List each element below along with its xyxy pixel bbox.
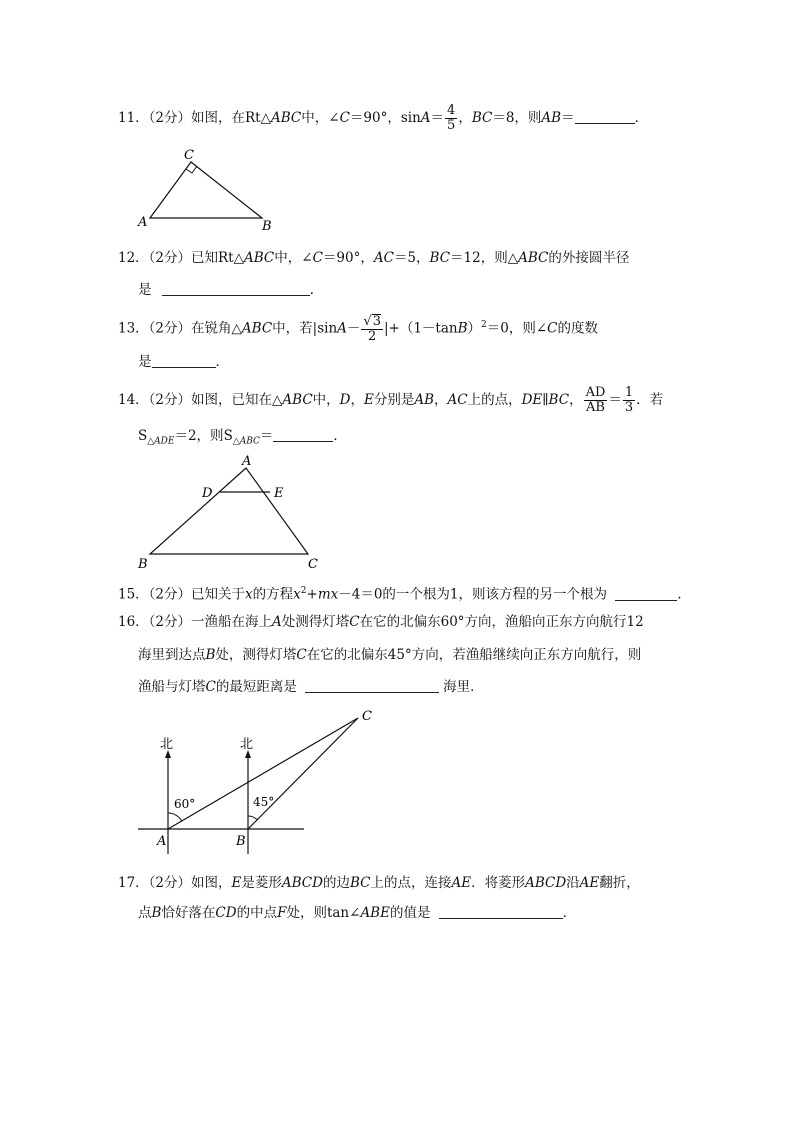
question-16-line-1 (118, 612, 644, 632)
question-14-line-2 (138, 426, 347, 452)
fraction-denominator: AB (585, 400, 605, 415)
q14-var: DE (521, 392, 543, 408)
q15-text: 的方程 (252, 586, 294, 603)
q14-text: ∥ (542, 392, 549, 408)
q12-var: ABC (244, 250, 275, 266)
question-13-line-2 (138, 352, 229, 372)
answer-blank-12[interactable] (162, 281, 310, 296)
q14-text: 分别是 (373, 392, 415, 408)
q17-text: 的中点 (236, 905, 278, 921)
q14-text: ， (434, 392, 448, 408)
q17-var: F (277, 905, 287, 921)
question-16-line-2 (138, 645, 641, 665)
q13-var: A (337, 320, 347, 337)
question-15-line (118, 581, 691, 605)
q14-text: ＝ (259, 428, 274, 444)
q13-text: ． (215, 354, 229, 370)
exponent: 2 (481, 320, 487, 330)
q11-text: ， (458, 110, 472, 126)
fraction-denominator: 3 (624, 400, 634, 415)
point-label-c: C (362, 709, 372, 724)
sqrt-radicand: 3 (372, 314, 381, 329)
point-label-e: E (274, 486, 284, 501)
q15-text: 15．（2分）已知关于 (118, 586, 246, 603)
point-label-d: D (202, 486, 213, 501)
north-label-a: 北 (160, 737, 174, 752)
q17-var: BC (349, 875, 371, 891)
answer-blank-13[interactable] (152, 353, 216, 368)
q13-var: C (547, 320, 558, 337)
q16-var: C (296, 647, 307, 663)
question-12-line-1 (118, 248, 629, 268)
q15-text: －4＝0的一个根为1，则该方程的另一个根为 (338, 586, 608, 603)
q11-text: ＝8，则 (492, 110, 542, 126)
vertex-label-c: C (184, 148, 194, 163)
q17-var: ABCD (281, 875, 323, 891)
q11-text: ＝ (430, 110, 445, 126)
q15-text: + (306, 586, 318, 603)
q16-text: 的最短距离是 (215, 679, 297, 695)
figure-14-triangle (136, 452, 326, 572)
q17-text: 点 (138, 905, 152, 921)
q11-var: C (339, 110, 350, 126)
question-14-line-1 (118, 386, 663, 415)
q14-text: 中， (312, 392, 340, 408)
q14-var: D (339, 392, 351, 408)
q13-text: 是 (138, 354, 152, 370)
q17-var: AE (579, 875, 600, 891)
q17-text: ． (562, 905, 577, 921)
answer-blank-11[interactable] (575, 109, 635, 124)
q16-var: C (349, 614, 360, 630)
answer-blank-15[interactable] (615, 586, 677, 601)
q17-var: AE (451, 875, 472, 891)
q17-text: 的边 (322, 875, 350, 891)
q12-text: 的外接圆半径 (548, 250, 630, 266)
q17-text: 17．（2分）如图， (118, 875, 232, 891)
q14-text: ， (569, 392, 583, 408)
q14-text: ＝2，则 (174, 428, 224, 444)
fraction-numerator: 1 (624, 385, 634, 400)
figure-16-bearing-diagram (136, 706, 386, 856)
q13-var: ABC (241, 320, 273, 337)
fraction-denominator: 5 (447, 118, 456, 133)
q14-var: E (363, 392, 374, 408)
q13-text: 中，若|sin (272, 320, 338, 337)
q11-text: ＝90°，sin (349, 110, 421, 126)
q14-subscript: △ABC (232, 436, 260, 447)
q11-text: ＝ (561, 110, 575, 126)
question-17-line-2 (138, 903, 576, 923)
q17-var: CD (215, 905, 237, 921)
q17-text: 恰好落在 (161, 905, 216, 921)
q15-text: ． (677, 586, 691, 603)
vertex-label-b: B (262, 219, 272, 234)
vertex-label-a: A (242, 454, 252, 469)
q17-text: 处，则tan∠ (286, 905, 361, 921)
point-label-b: B (236, 834, 246, 849)
q15-var: x (245, 586, 253, 603)
q14-text: ．若 (636, 392, 664, 408)
exponent: 2 (300, 586, 307, 596)
q11-var: BC (471, 110, 493, 126)
q14-var: S (138, 428, 148, 444)
fraction-denominator: 2 (368, 329, 377, 344)
q16-text: 在它的北偏东60°方向，渔船向正东方向航行12 (359, 614, 644, 630)
question-17-line-1 (118, 873, 640, 893)
triangle-abc (150, 468, 308, 554)
q13-text: |+（1－tan (383, 320, 458, 337)
question-11-line (118, 104, 648, 133)
north-label-b: 北 (240, 737, 254, 752)
q17-text: 翻折， (599, 875, 640, 891)
q12-text: ＝5， (393, 250, 430, 266)
q17-text: 是菱形 (241, 875, 282, 891)
triangle-abc (150, 162, 262, 218)
q17-text: 的值是 (389, 905, 431, 921)
question-16-line-3 (138, 677, 484, 697)
figure-11-triangle (138, 146, 278, 236)
q17-text: ．将菱形 (471, 875, 526, 891)
q14-text: 上的点， (467, 392, 522, 408)
q12-text: ． (309, 282, 324, 298)
q16-var: C (205, 679, 216, 695)
q16-text: 海里． (443, 679, 484, 695)
q14-subscript: △ADE (147, 436, 175, 447)
q13-text: － (346, 320, 361, 337)
angle-label-60: 60° (174, 797, 196, 811)
angle-arc-a (168, 813, 182, 821)
q14-fraction-1 (584, 386, 608, 415)
q14-var: BC (548, 392, 570, 408)
answer-blank-16[interactable] (305, 678, 439, 693)
answer-blank-14[interactable] (273, 427, 333, 442)
vertex-label-b: B (138, 557, 148, 572)
q11-text: ． (634, 110, 649, 126)
q16-text: 处，测得灯塔 (215, 647, 297, 663)
q12-text: ＝12，则△ (450, 250, 519, 266)
q11-var: A (420, 110, 431, 126)
q12-text: ＝90°， (322, 250, 374, 266)
q12-var: C (312, 250, 323, 266)
angle-label-45: 45° (253, 795, 275, 809)
q14-text: ， (350, 392, 364, 408)
q14-fraction-2 (623, 386, 635, 415)
q17-var: E (231, 875, 242, 891)
q14-var: AB (414, 392, 435, 408)
q13-var: B (457, 320, 468, 337)
q16-var: B (205, 647, 216, 663)
q16-text: 海里到达点 (138, 647, 206, 663)
q11-text: 11．（2分）如图，在Rt△ (118, 110, 271, 126)
vertex-label-c: C (308, 557, 318, 572)
q11-var: AB (541, 110, 562, 126)
q14-var: AC (447, 392, 468, 408)
q17-var: ABE (360, 905, 390, 921)
q16-text: 处测得灯塔 (281, 614, 350, 630)
q13-text: ＝0，则∠ (486, 320, 548, 337)
q14-var: ABC (282, 392, 313, 408)
point-label-a: A (157, 834, 167, 849)
fraction-numerator: AD (585, 385, 606, 400)
q17-var: B (151, 905, 162, 921)
q13-text: ） (467, 320, 482, 337)
q12-text: 是 (138, 282, 152, 298)
question-13-line-1 (118, 314, 598, 344)
line-bc (248, 718, 358, 829)
q11-var: ABC (271, 110, 302, 126)
q12-text: 中，∠ (274, 250, 313, 266)
q14-text: 14．（2分）如图，已知在△ (118, 392, 283, 408)
q17-text: 沿 (566, 875, 580, 891)
q16-var: A (272, 614, 282, 630)
q16-text: 16．（2分）一渔船在海上 (118, 614, 273, 630)
q13-fraction (361, 314, 383, 344)
q12-var: AC (373, 250, 394, 266)
answer-blank-17[interactable] (439, 904, 563, 919)
q17-var: ABCD (525, 875, 567, 891)
q15-var: mx (317, 586, 339, 603)
q11-fraction (445, 104, 457, 133)
q11-text: 中，∠ (301, 110, 340, 126)
angle-arc-b (248, 816, 257, 820)
q17-text: 上的点，连接 (370, 875, 452, 891)
fraction-numerator: 4 (447, 103, 456, 118)
q14-var: S (223, 428, 233, 444)
q14-text: ＝ (608, 392, 622, 408)
fraction-numerator: √3 (363, 314, 381, 329)
q14-text: ． (333, 428, 347, 444)
q12-text: 12．（2分）已知Rt△ (118, 250, 244, 266)
q13-text: 的度数 (557, 320, 599, 337)
vertex-label-a: A (138, 215, 148, 230)
q16-text: 渔船与灯塔 (138, 679, 206, 695)
q16-text: 在它的北偏东45°方向，若渔船继续向正东方向航行，则 (306, 647, 642, 663)
q15-var: x (293, 586, 301, 603)
question-12-line-2 (138, 280, 323, 300)
line-ac (168, 718, 358, 829)
q13-text: 13．（2分）在锐角△ (118, 320, 242, 337)
q12-var: ABC (518, 250, 549, 266)
q12-var: BC (429, 250, 451, 266)
